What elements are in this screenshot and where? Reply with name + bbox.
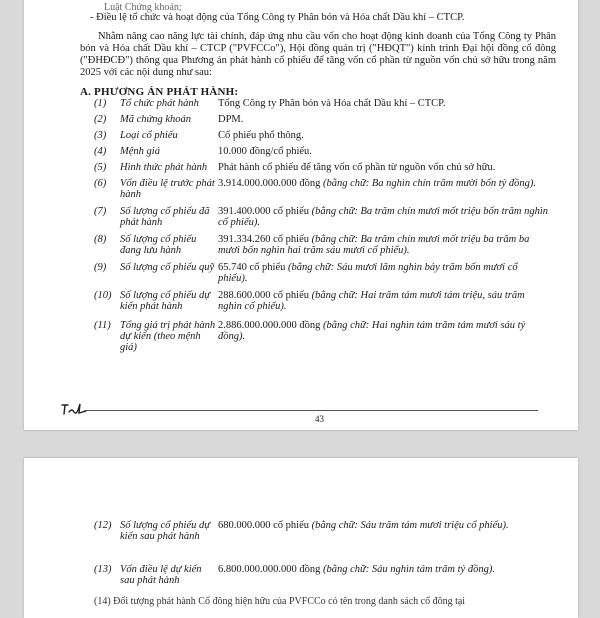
row-amount-in-words: (bằng chữ: Sáu mươi lăm nghìn bảy trăm bốn mươi cổ phiếu). xyxy=(218,262,518,284)
row-amount-in-words: (bằng chữ: Ba trăm chín mươi mốt triệu ba trăm ba mươi bốn nghìn hai trăm sáu mươi cổ phiếu). xyxy=(218,234,530,256)
row-value xyxy=(218,234,548,256)
row-value: 10.000 đồng/cổ phiếu. xyxy=(218,146,312,157)
row-amount: 391.400.000 cổ phiếu xyxy=(218,206,312,217)
row-amount-in-words: (bằng chữ: Sáu nghìn tám trăm tỷ đồng). xyxy=(323,564,495,575)
row-label: Số lượng cổ phiếu dự kiến phát hành xyxy=(120,290,210,312)
row-label: Vốn điều lệ dự kiến sau phát hành xyxy=(120,564,202,586)
row-amount-in-words: (bằng chữ: Ba trăm chín mươi mốt triệu bốn trăm nghìn cổ phiếu). xyxy=(218,206,548,228)
intro-paragraph xyxy=(80,31,556,79)
row-value: DPM. xyxy=(218,114,244,125)
row-label: Số lượng cổ phiếu đang lưu hành xyxy=(120,234,197,256)
row-number: (1) xyxy=(94,98,107,109)
initials-signature xyxy=(60,402,88,416)
row-number: (6) xyxy=(94,178,107,189)
row-amount: 680.000.000 cổ phiếu xyxy=(218,520,312,531)
row-label: Mệnh giá xyxy=(120,146,160,157)
row-number: (4) xyxy=(94,146,107,157)
row-label: Mã chứng khoán xyxy=(120,114,192,125)
section-title: A. PHƯƠNG ÁN PHÁT HÀNH: xyxy=(80,86,239,98)
row-value: Tổng Công ty Phân bón và Hóa chất Dầu khí – CTCP. xyxy=(218,98,446,109)
row-number: (3) xyxy=(94,130,107,141)
footer-rule xyxy=(84,410,538,411)
row-number: (2) xyxy=(94,114,107,125)
row-number: (5) xyxy=(94,162,107,173)
row-amount: 288.600.000 cổ phiếu xyxy=(218,290,312,301)
row-value: Cổ phiếu phổ thông. xyxy=(218,130,304,141)
row-value xyxy=(218,290,548,312)
row-number: (7) xyxy=(94,206,107,217)
page-number: 43 xyxy=(315,414,324,424)
row-value xyxy=(218,262,548,284)
row-label: Vốn điều lệ trước phát hành xyxy=(120,178,215,200)
row-label: Hình thức phát hành xyxy=(120,162,208,173)
row-amount-in-words: (bằng chữ: Ba nghìn chín trăm mười bốn tỷ đồng). xyxy=(323,178,537,189)
row-amount: 2.886.000.000.000 đồng xyxy=(218,320,323,331)
document-page-1 xyxy=(24,0,578,430)
row-number: (8) xyxy=(94,234,107,245)
row-amount-in-words: (bằng chữ: Sáu trăm tám mươi triệu cổ phiếu). xyxy=(311,520,509,531)
row-amount: 6.800.000.000.000 đồng xyxy=(218,564,323,575)
intro-paragraph-text: Nhằm nâng cao năng lực tài chính, đáp ứng nhu cầu vốn cho hoạt động kinh doanh của Tổng Công ty Phân bón và Hóa chất Dầu khí – CTCP ("PVFCCo"), Hội đồng quản trị ("HĐQT") kính trình Đại hội đồng cổ đông ("ĐHĐCĐ") thông qua Phương án phát hành cổ phiếu để tăng vốn cổ phần từ nguồn vốn chủ sở hữu trong năm 2025 với các nội dung như sau: xyxy=(80,31,556,78)
row-number: (9) xyxy=(94,262,107,273)
row-value xyxy=(218,320,548,342)
row-number: (10) xyxy=(94,290,112,301)
row-label: Số lượng cổ phiếu quỹ xyxy=(120,262,215,273)
row-value xyxy=(218,178,548,189)
document-page-2 xyxy=(24,458,578,618)
row-value xyxy=(218,564,548,575)
row-label: Số lượng cổ phiếu dự kiến sau phát hành xyxy=(120,520,210,542)
row-amount: 65.740 cổ phiếu xyxy=(218,262,288,273)
row-number: (12) xyxy=(94,520,112,531)
row-value xyxy=(218,206,548,228)
row-amount-in-words: (bằng chữ: Hai nghìn tám trăm tám mươi sáu tỷ đồng). xyxy=(218,320,526,342)
row-number: (11) xyxy=(94,320,111,331)
row-amount-in-words: (bằng chữ: Hai trăm tám mươi tám triệu, sáu trăm nghìn cổ phiếu). xyxy=(218,290,525,312)
row-label: Loại cổ phiếu xyxy=(120,130,178,141)
row-value xyxy=(218,520,548,531)
row-number: (13) xyxy=(94,564,112,575)
cut-off-line: Luật Chứng khoán; xyxy=(104,2,182,13)
row-amount: 3.914.000.000.000 đồng xyxy=(218,178,323,189)
row-label: Tổ chức phát hành xyxy=(120,98,199,109)
cut-off-row: (14) Đối tượng phát hành Cổ đông hiện hữu của PVFCCo có tên trong danh sách cổ đông tại xyxy=(94,596,466,607)
row-label: Tổng giá trị phát hành dự kiến (theo mệnh giá) xyxy=(120,320,216,353)
row-amount: 391.334.260 cổ phiếu xyxy=(218,234,312,245)
row-label: Số lượng cổ phiếu đã phát hành xyxy=(120,206,210,228)
bullet-item: - Điều lệ tổ chức và hoạt động của Tổng Công ty Phân bón và Hóa chất Dầu khí – CTCP. xyxy=(90,12,465,23)
row-value: Phát hành cổ phiếu để tăng vốn cổ phần từ nguồn vốn chủ sở hữu. xyxy=(218,162,496,173)
